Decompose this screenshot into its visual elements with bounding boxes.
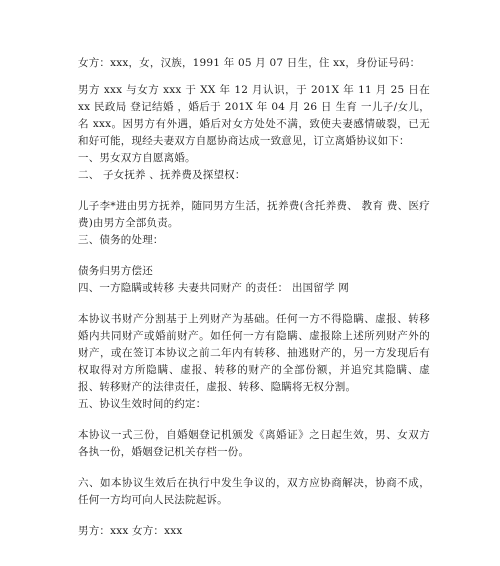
- section-6-body: 六、如本协议生效后在执行中发生争议的，双方应协商解决，协商不成，任何一方均可向人民法院起诉。: [78, 477, 430, 506]
- section-3-body: 债务归男方偿还: [78, 265, 153, 277]
- signature-line: 男方：xxx 女方：xxx: [78, 525, 183, 537]
- section-2-body: 儿子李*进由男方抚养，随同男方生活，抚养费(含托养费、 教育 费、医疗费)由男方全部负责。: [78, 200, 430, 229]
- section-5-body: 本协议一式三份，自婚姻登记机颁发《离婚证》之日起生效，男、女双方各执一份，婚姻登记机关存档一份。: [78, 429, 430, 458]
- section-4-body: 本协议书财产分割基于上列财产为基础。任何一方不得隐瞒、虚报、转移婚内共同财产或婚前财产。如任何一方有隐瞒、虚报除上述所列财产外的财产，或在签订本协议之前二年内有转移、抽逃财产的，另一方发现后有权取得对方所隐瞒、虚报、转移的财产的全部份额，并追究其隐瞒、虚报、转移财产的法律责任，虚报、转移、隐瞒将无权分割。: [78, 313, 430, 393]
- section-3-title: 三、债务的处理：: [78, 234, 164, 246]
- section-1-title: 一、男女双方自愿离婚。: [78, 152, 196, 164]
- section-4-title: 四、一方隐瞒或转移 夫妻共同财产 的责任： 出国留学 网: [78, 282, 349, 294]
- section-5-title: 五、协议生效时间的约定：: [78, 398, 207, 410]
- party-info: 女方：xxx，女，汉族，1991 年 05 月 07 日生，住 xx，身份证号码：: [78, 57, 421, 69]
- intro-paragraph: 男方 xxx 与女方 xxx 于 XX 年 12 月认识，于 201X 年 11 月 25 日在 xx 民政局 登记结婚 ，婚后于 201X 年 04 月 26 日 生育 一儿子/女儿，名 xxx。因男方有外遇，婚后对女方处处不满，致使夫妻感情破裂，已无和好可能，现经夫妻双方自愿协商达成一致意见，订立离婚协议如下：: [78, 84, 430, 147]
- document-page: [78, 55, 430, 540]
- section-2-title: 二、 子女抚养 、抚养费及探望权：: [78, 169, 246, 181]
